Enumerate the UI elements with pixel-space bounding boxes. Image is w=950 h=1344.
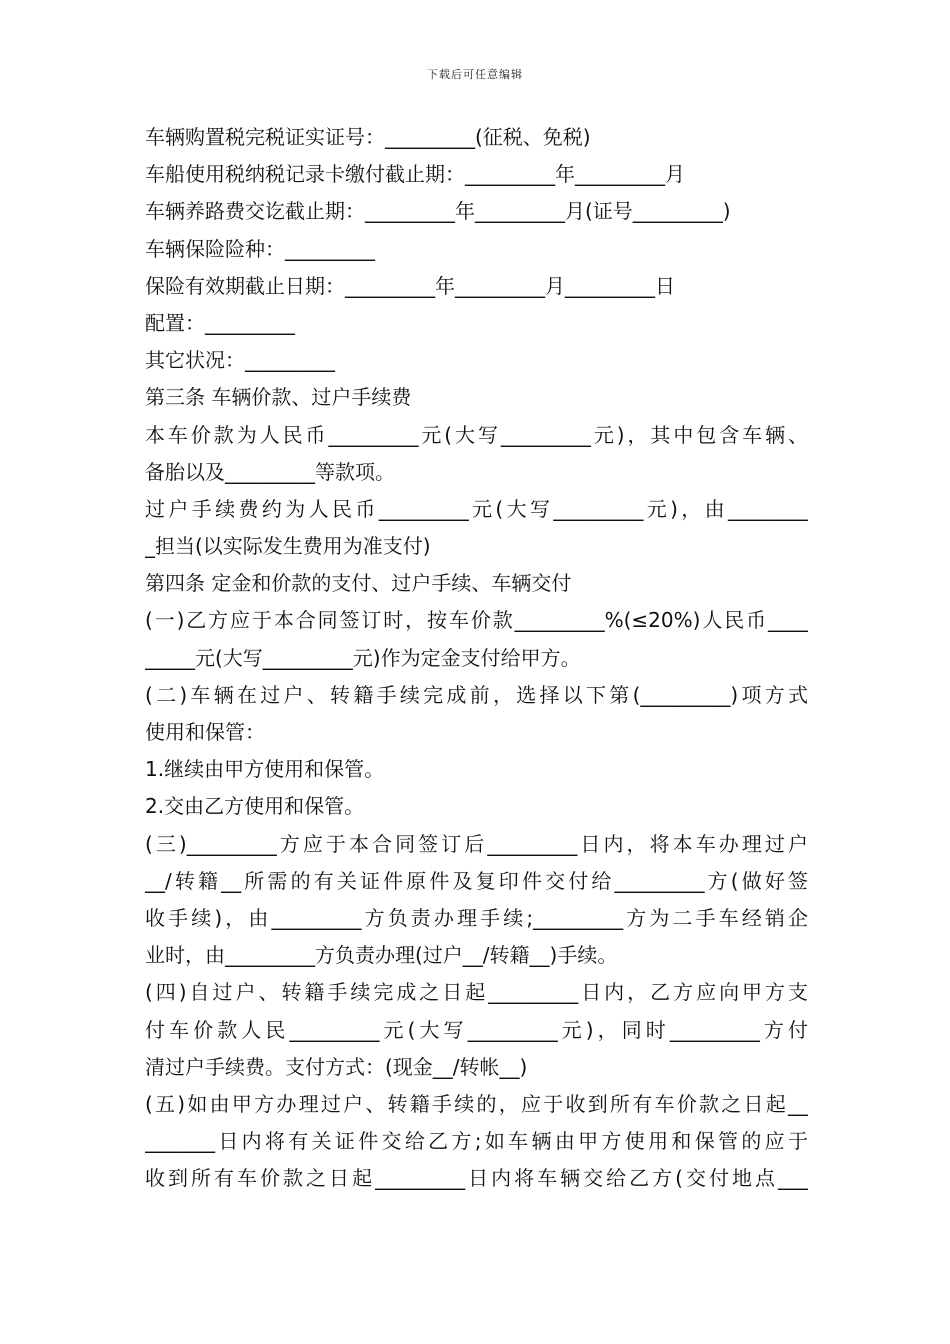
text-line: 2.交由乙方使用和保管。 — [145, 794, 365, 819]
text-line: 车辆购置税完税证实证号：_________(征税、免税) — [145, 125, 591, 149]
text-line: __/转籍__所需的有关证件原件及复印件交付给_________方(做好签 — [145, 868, 808, 893]
text-line: 备胎以及_________等款项。 — [145, 459, 395, 484]
text-line: 过户手续费约为人民币_________元(大写_________元)，由________ — [145, 496, 808, 521]
text-line: 使用和保管： — [145, 720, 265, 744]
contract-body — [145, 119, 808, 1197]
page-header: 下载后可任意编辑 — [427, 68, 523, 81]
text-line: 保险有效期截止日期：_________年_________月_________日 — [145, 273, 675, 298]
text-line: _______日内将有关证件交给乙方;如车辆由甲方使用和保管的应于 — [145, 1129, 808, 1154]
text-line: 本车价款为人民币_________元(大写_________元)，其中包含车辆、 — [145, 422, 808, 447]
text-line: 1.继续由甲方使用和保管。 — [145, 757, 385, 782]
text-line: 付车价款人民_________元(大写_________元)，同时_________方付 — [145, 1017, 808, 1042]
text-line: (五)如由甲方办理过户、转籍手续的，应于收到所有车价款之日起__ — [145, 1091, 808, 1116]
text-line: _____元(大写_________元)作为定金支付给甲方。 — [145, 645, 581, 670]
text-line: 车辆养路费交讫截止期：_________年_________月(证号_________) — [145, 199, 731, 224]
text-line: 车船使用税纳税记录卡缴付截止期：_________年_________月 — [145, 162, 685, 187]
text-line: (二)车辆在过户、转籍手续完成前，选择以下第(_________)项方式 — [145, 682, 808, 707]
section-heading: 第四条 定金和价款的支付、过户手续、车辆交付 — [145, 571, 572, 596]
text-line: 配置：_________ — [145, 310, 295, 335]
text-line: 其它状况：_________ — [145, 348, 335, 373]
text-line: _担当(以实际发生费用为准支付) — [145, 534, 431, 559]
text-line: 清过户手续费。支付方式：(现金__/转帐__) — [145, 1054, 528, 1079]
text-line: 车辆保险险种：_________ — [145, 236, 375, 261]
text-line: (四)自过户、转籍手续完成之日起_________日内，乙方应向甲方支 — [145, 980, 808, 1005]
text-line: (一)乙方应于本合同签订时，按车价款_________%(≤20%)人民币____ — [145, 608, 808, 633]
section-heading: 第三条 车辆价款、过户手续费 — [145, 385, 412, 410]
text-line: 收手续)，由_________方负责办理手续;_________方为二手车经销企 — [145, 905, 808, 930]
text-line: 收到所有车价款之日起_________日内将车辆交给乙方(交付地点___ — [145, 1166, 808, 1191]
text-line: (三)_________方应于本合同签订后_________日内，将本车办理过户 — [145, 831, 808, 856]
text-line: 业时，由_________方负责办理(过户__/转籍__)手续。 — [145, 943, 618, 968]
